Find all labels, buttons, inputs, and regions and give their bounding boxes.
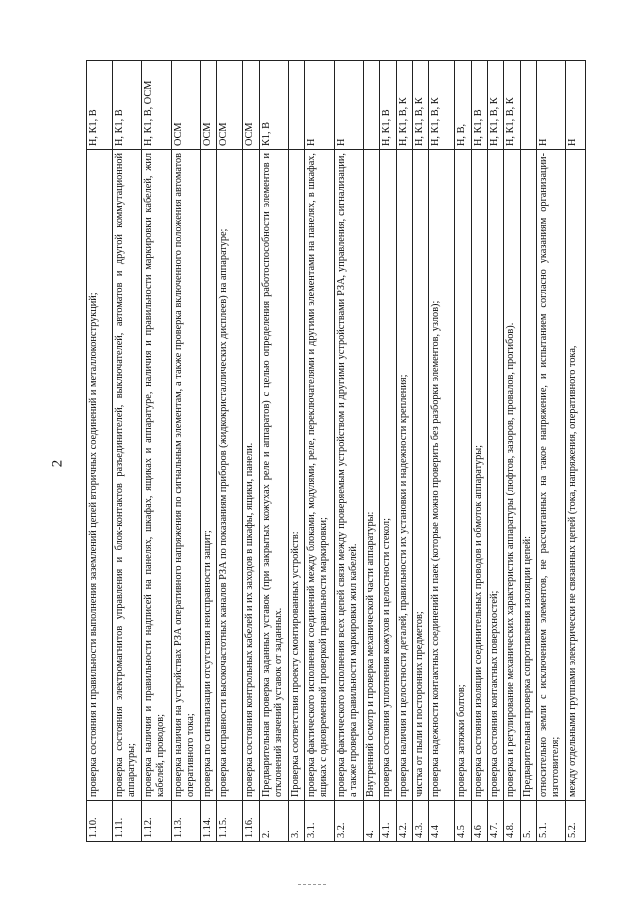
row-number: 1.10. bbox=[87, 801, 113, 842]
table-row bbox=[396, 61, 412, 842]
row-number: 1.14. bbox=[201, 801, 217, 842]
row-number: 4.1. bbox=[380, 801, 396, 842]
row-category: Н, К1, В, ОСМ bbox=[142, 61, 171, 150]
row-category: Н, К1, В, К bbox=[396, 61, 412, 150]
table-row bbox=[305, 61, 334, 842]
row-description: проверка надежности контактных соединений и паек (которые можно проверить без разборки элементов, узлов); bbox=[429, 150, 455, 801]
row-number: 3.1. bbox=[305, 801, 334, 842]
table-row bbox=[217, 61, 243, 842]
table-row bbox=[171, 61, 200, 842]
row-category: Н bbox=[334, 61, 363, 150]
row-number: 4.3. bbox=[413, 801, 429, 842]
row-number: 3. bbox=[289, 801, 305, 842]
row-category: Н, К1, В bbox=[87, 61, 113, 150]
table-row bbox=[289, 61, 305, 842]
row-category: ОСМ bbox=[171, 61, 200, 150]
row-category: Н bbox=[536, 61, 565, 150]
table-row bbox=[487, 61, 503, 842]
row-description: чистка от пыли и посторонних предметов; bbox=[413, 150, 429, 801]
row-number: 1.15. bbox=[217, 801, 243, 842]
row-number: 1.16. bbox=[243, 801, 259, 842]
row-number: 4.5 bbox=[455, 801, 471, 842]
row-number: 1.12. bbox=[142, 801, 171, 842]
table-row bbox=[259, 61, 288, 842]
row-number: 5.1. bbox=[536, 801, 565, 842]
table-row bbox=[87, 61, 113, 842]
row-number: 4.2. bbox=[396, 801, 412, 842]
row-category bbox=[289, 61, 305, 150]
requirements-table bbox=[86, 60, 586, 842]
table-row bbox=[536, 61, 565, 842]
row-description: Внутренний осмотр и проверка механической части аппаратуры: bbox=[364, 150, 380, 801]
row-description: Предварительная проверка сопротивления изоляции цепей: bbox=[520, 150, 536, 801]
bottom-divider bbox=[298, 884, 326, 885]
page-number: 2 bbox=[49, 459, 66, 468]
row-description: проверка наличия и целостности деталей, правильности их установки и надежности крепления; bbox=[396, 150, 412, 801]
row-number: 5. bbox=[520, 801, 536, 842]
row-category: Н, В, bbox=[455, 61, 471, 150]
table-row bbox=[142, 61, 171, 842]
requirements-table-rotated bbox=[86, 60, 586, 842]
table-row bbox=[364, 61, 380, 842]
row-category: Н, К1, В, К bbox=[487, 61, 503, 150]
row-category: ОСМ bbox=[201, 61, 217, 150]
row-number: 4.4 bbox=[429, 801, 455, 842]
row-category: Н, К1, В, К bbox=[413, 61, 429, 150]
row-category: Н, К1, В bbox=[380, 61, 396, 150]
table-row bbox=[504, 61, 520, 842]
row-number: 4.7. bbox=[487, 801, 503, 842]
table-row bbox=[334, 61, 363, 842]
table-row bbox=[471, 61, 487, 842]
row-category: Н bbox=[566, 61, 586, 150]
table-body bbox=[87, 61, 586, 842]
table-row bbox=[429, 61, 455, 842]
row-description: проверка состояния контрольных кабелей и их заходов в шкафы, ящики, панели. bbox=[243, 150, 259, 801]
row-number: 4. bbox=[364, 801, 380, 842]
table-row bbox=[243, 61, 259, 842]
row-description: проверка исправности высокочастотных каналов РЗА по показаниям приборов (жидкокристаллических дисплеев) на аппаратуре; bbox=[217, 150, 243, 801]
row-description: Проверка соответствия проекту смонтированных устройств: bbox=[289, 150, 305, 801]
row-description: проверка состояния уплотнения кожухов и целостности стекол; bbox=[380, 150, 396, 801]
row-category: ОСМ bbox=[217, 61, 243, 150]
row-number: 5.2. bbox=[566, 801, 586, 842]
row-number: 3.2. bbox=[334, 801, 363, 842]
row-category bbox=[520, 61, 536, 150]
row-description: проверка и регулирование механических характеристик аппаратуры (люфтов, зазоров, провалов, прогибов). bbox=[504, 150, 520, 801]
row-description: между отдельными группами электрически не связанных цепей (тока, напряжения, оперативного тока, bbox=[566, 150, 586, 801]
row-description: проверка наличия и правильности надписей на панелях, шкафах, ящиках и аппаратуре, наличия и правильности маркировки кабелей, жил кабелей, проводов; bbox=[142, 150, 171, 801]
table-row bbox=[113, 61, 142, 842]
row-description: проверка состояния и правильности выполнения заземлений цепей вторичных соединений и металлоконструкций; bbox=[87, 150, 113, 801]
row-number: 4.8. bbox=[504, 801, 520, 842]
row-description: проверка по сигнализации отсутствия неисправности защит; bbox=[201, 150, 217, 801]
table-row bbox=[201, 61, 217, 842]
row-description: проверка состояния электромагнитов управления и блок-контактов разъединителей, выключателей, автоматов и другой коммутационной аппаратуры; bbox=[113, 150, 142, 801]
table-row bbox=[455, 61, 471, 842]
row-description: проверка затяжки болтов; bbox=[455, 150, 471, 801]
row-description: проверка состояния изоляции соединительных проводов и обмоток аппаратуры; bbox=[471, 150, 487, 801]
row-category: К1, В bbox=[259, 61, 288, 150]
row-description: проверка состояния контактных поверхностей; bbox=[487, 150, 503, 801]
row-description: проверка наличия на устройствах РЗА оперативного напряжения по сигнальным элементам, а также проверка включенного положения автоматов оперативного тока; bbox=[171, 150, 200, 801]
row-description: относительно земли с исключением элементов, не рассчитанных на такое напряжение, и испытанием согласно указаниям организации-изготовителя; bbox=[536, 150, 565, 801]
row-category: ОСМ bbox=[243, 61, 259, 150]
row-category: Н, К1, В, К bbox=[504, 61, 520, 150]
row-category: Н, К1, В bbox=[113, 61, 142, 150]
row-category: Н bbox=[305, 61, 334, 150]
row-number: 1.13. bbox=[171, 801, 200, 842]
row-category bbox=[364, 61, 380, 150]
row-category: Н, К1, В, К bbox=[429, 61, 455, 150]
row-number: 2. bbox=[259, 801, 288, 842]
row-description: проверка фактического исполнения всех цепей связи между проверяемым устройством и другими устройствами РЗА, управления, сигнализации, а также проверка правильности маркировки жил кабелей. bbox=[334, 150, 363, 801]
table-row bbox=[413, 61, 429, 842]
table-row bbox=[380, 61, 396, 842]
table-row bbox=[520, 61, 536, 842]
row-number: 1.11. bbox=[113, 801, 142, 842]
table-row bbox=[566, 61, 586, 842]
row-description: Предварительная проверка заданных уставок (при закрытых кожухах реле и аппаратов) с целью определения работоспособности элементов и отклонений значений уставок от заданных. bbox=[259, 150, 288, 801]
row-category: Н, К1, В bbox=[471, 61, 487, 150]
row-number: 4.6 bbox=[471, 801, 487, 842]
row-description: проверка фактического исполнения соединений между блоками, модулями, реле, переключателями и другими элементами на панелях, в шкафах, ящиках с одновременной проверкой правильности маркировки; bbox=[305, 150, 334, 801]
